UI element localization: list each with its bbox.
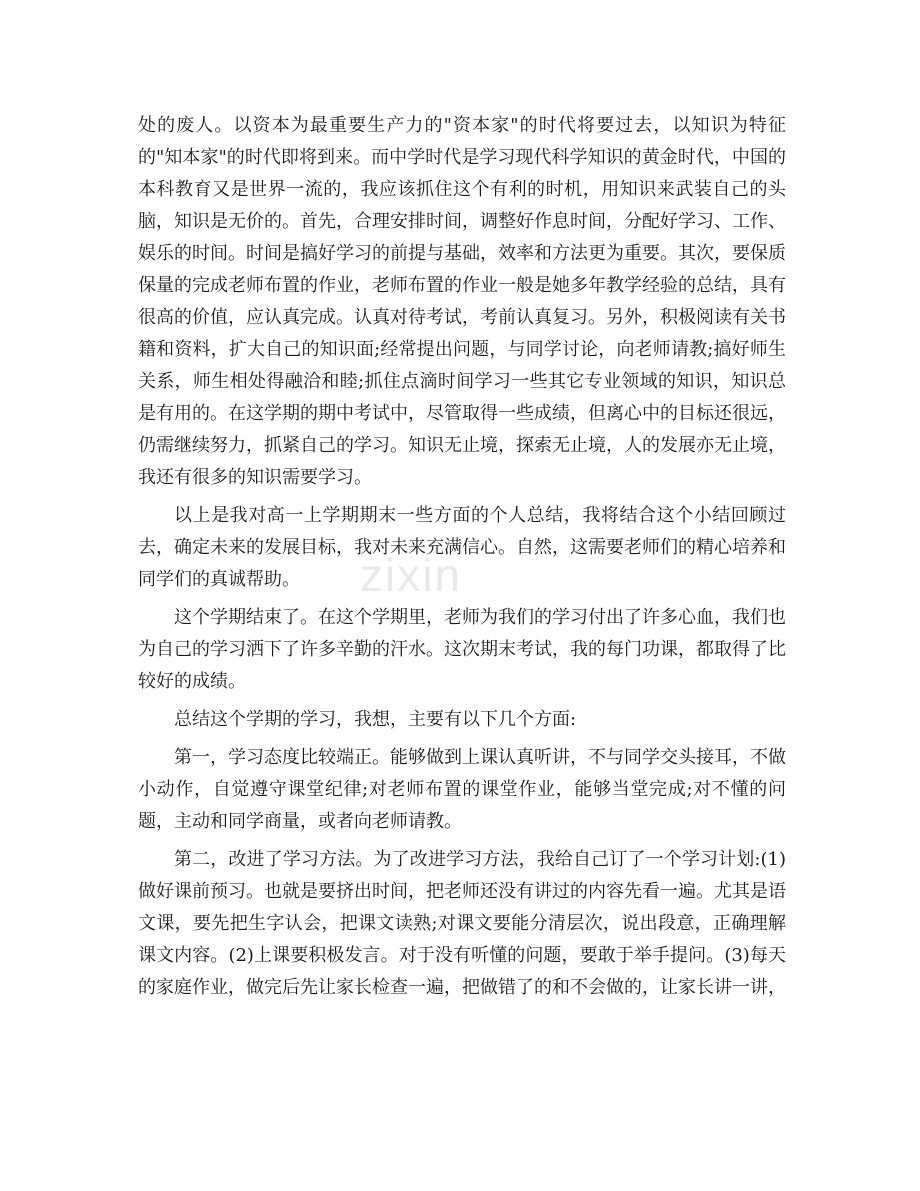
paragraph-2: 以上是我对高一上学期期末一些方面的个人总结，我将结合这个小结回顾过去，确定未来的发展目标，我对未来充满信心。自然，这需要老师们的精心培养和同学们的真诚帮助。 <box>138 505 786 590</box>
paragraph-1: 处的废人。以资本为最重要生产力的"资本家"的时代将要过去，以知识为特征的"知本家"的时代即将到来。而中学时代是学习现代科学知识的黄金时代，中国的本科教育又是世界一流的，我应该抓住这个有利的时机，用知识来武装自己的头脑，知识是无价的。首先，合理安排时间，调整好作息时间，分配好学习、工作、娱乐的时间。时间是搞好学习的前提与基础，效率和方法更为重要。其次，要保质保量的完成老师布置的作业，老师布置的作业一般是她多年教学经验的总结，具有很高的价值，应认真完成。认真对待考试，考前认真复习。另外，积极阅读有关书籍和资料，扩大自己的知识面;经常提出问题，与同学讨论，向老师请教;搞好师生关系，师生相处得融洽和睦;抓住点滴时间学习一些其它专业领域的知识，知识总是有用的。在这学期的期中考试中，尽管取得一些成绩，但离心中的目标还很远，仍需继续努力，抓紧自己的学习。知识无止境，探索无止境，人的发展亦无止境，我还有很多的知识需要学习。 <box>138 115 786 488</box>
paragraph-6: 第二，改进了学习方法。为了改进学习方法，我给自己订了一个学习计划:(1)做好课前预习。也就是要挤出时间，把老师还没有讲过的内容先看一遍。尤其是语文课，要先把生字认会，把课文读熟;对课文要能分清层次，说出段意，正确理解课文内容。(2)上课要积极发言。对于没有听懂的问题，要敢于举手提问。(3)每天的家庭作业，做完后先让家长检查一遍，把做错了的和不会做的，让家长讲一讲， <box>138 849 786 998</box>
paragraph-4: 总结这个学期的学习，我想，主要有以下几个方面: <box>174 709 577 730</box>
watermark: zixin <box>360 549 463 601</box>
paragraph-5: 第一，学习态度比较端正。能够做到上课认真听讲，不与同学交头接耳，不做小动作，自觉遵守课堂纪律;对老师布置的课堂作业，能够当堂完成;对不懂的问题，主动和同学商量，或者向老师请教。 <box>138 747 786 832</box>
document-body <box>138 110 786 1010</box>
paragraph-3: 这个学期结束了。在这个学期里，老师为我们的学习付出了许多心血，我们也为自己的学习洒下了许多辛勤的汗水。这次期末考试，我的每门功课，都取得了比较好的成绩。 <box>138 607 786 692</box>
